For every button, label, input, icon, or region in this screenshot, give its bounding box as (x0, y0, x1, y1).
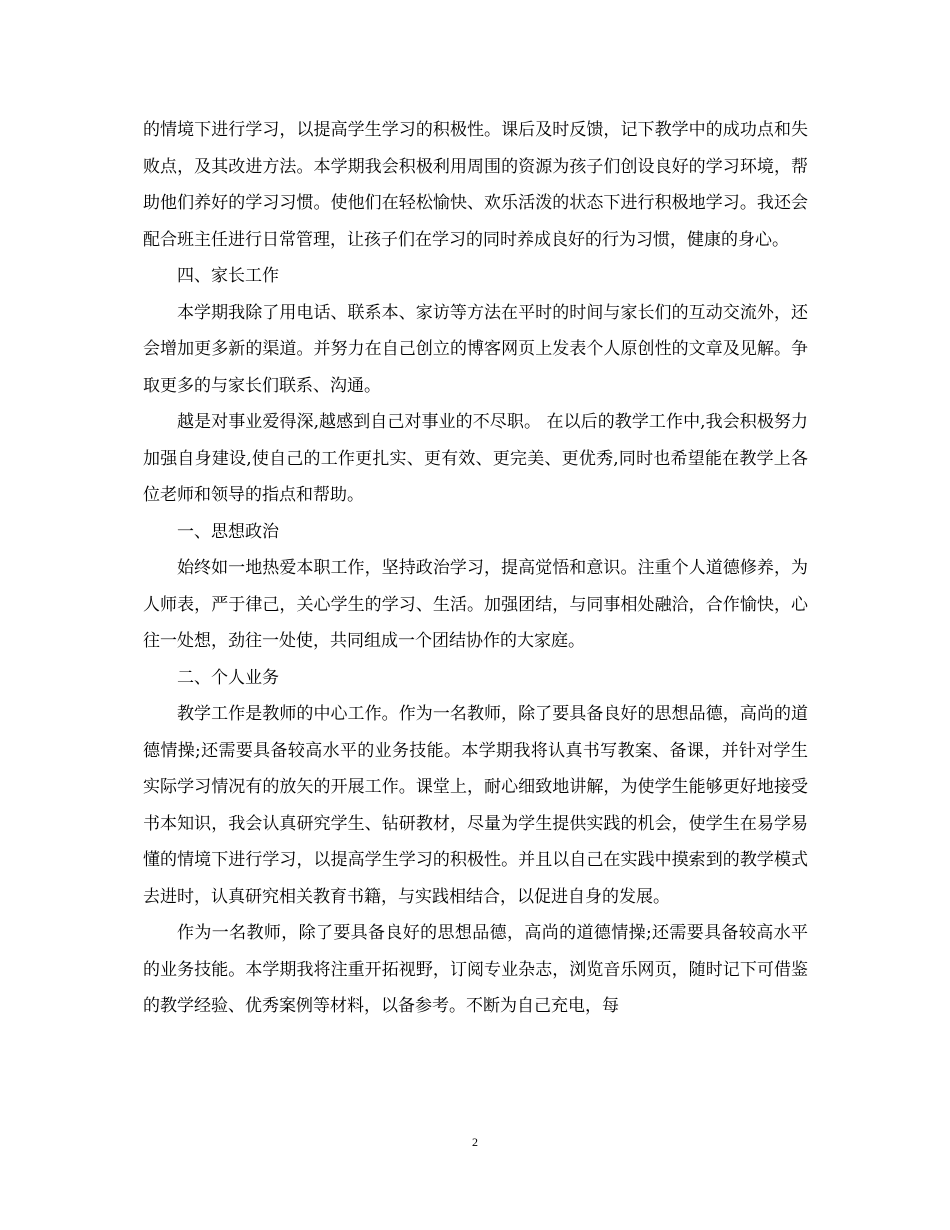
paragraph: 教学工作是教师的中心工作。作为一名教师，除了要具备良好的思想品德，高尚的道德情操;还需要具备较高水平的业务技能。本学期我将认真书写教案、备课，并针对学生实际学习情况有的放矢的开展工作。课堂上，耐心细致地讲解，为使学生能够更好地接受书本知识，我会认真研究学生、钻研教材，尽量为学生提供实践的机会，使学生在易学易懂的情境下进行学习，以提高学生学习的积极性。并且以自己在实践中摸索到的教学模式去进时，认真研究相关教育书籍，与实践相结合，以促进自身的发展。 (143, 704, 808, 907)
paragraph: 越是对事业爱得深,越感到自己对事业的不尽职。 在以后的教学工作中,我会积极努力加强自身建设,使自己的工作更扎实、更有效、更完美、更优秀,同时也希望能在教学上各位老师和领导的指点和帮助。 (143, 412, 808, 505)
paragraph: 始终如一地热爱本职工作，坚持政治学习，提高觉悟和意识。注重个人道德修养，为人师表，严于律己，关心学生的学习、生活。加强团结，与同事相处融洽，合作愉快，心往一处想，劲往一处使，共同组成一个团结协作的大家庭。 (143, 558, 808, 651)
paragraph: 本学期我除了用电话、联系本、家访等方法在平时的时间与家长们的互动交流外，还会增加更多新的渠道。并努力在自己创立的博客网页上发表个人原创性的文章及见解。争取更多的与家长们联系、沟通。 (143, 302, 808, 396)
paragraph: 作为一名教师，除了要具备良好的思想品德，高尚的道德情操;还需要具备较高水平的业务技能。本学期我将注重开拓视野，订阅专业杂志，浏览音乐网页，随时记下可借鉴的教学经验、优秀案例等材料，以备参考。不断为自己充电，每 (143, 923, 808, 1016)
document-body (143, 112, 808, 1025)
paragraph: 的情境下进行学习，以提高学生学习的积极性。课后及时反馈，记下教学中的成功点和失败点，及其改进方法。本学期我会积极利用周围的资源为孩子们创设良好的学习环境，帮助他们养好的学习习惯。使他们在轻松愉快、欢乐活泼的状态下进行积极地学习。我还会配合班主任进行日常管理，让孩子们在学习的同时养成良好的行为习惯，健康的身心。 (143, 120, 808, 250)
section-heading: 一、思想政治 (177, 521, 279, 542)
section-heading: 四、家长工作 (177, 266, 279, 286)
section-heading: 二、个人业务 (177, 667, 279, 688)
page-number: 2 (472, 1135, 478, 1149)
